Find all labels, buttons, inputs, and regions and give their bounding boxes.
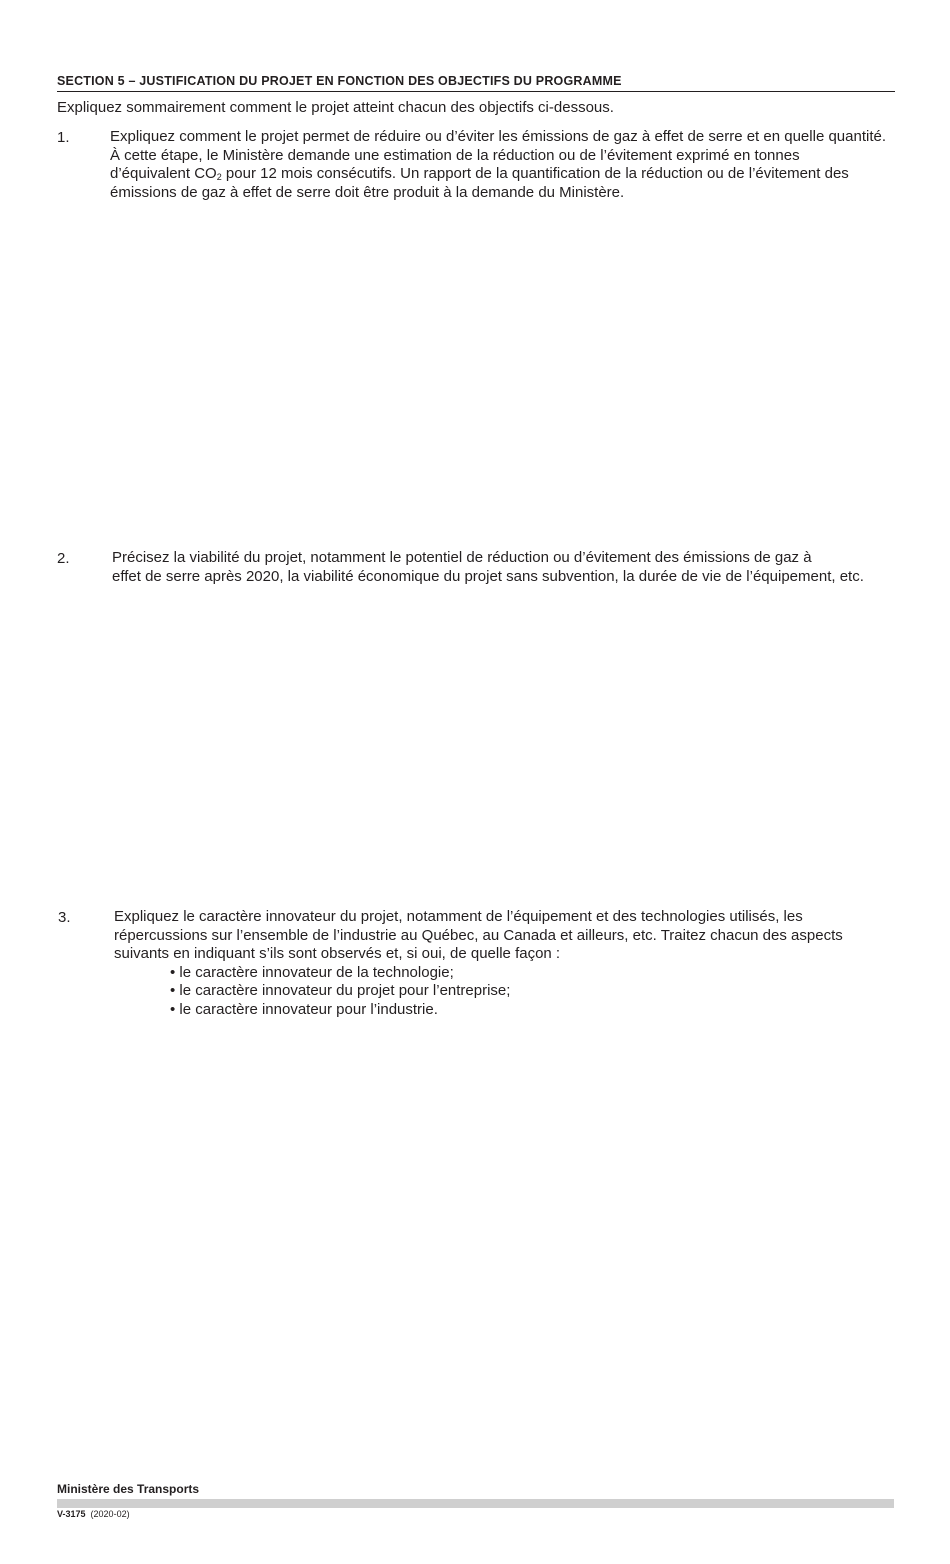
question-3-bullet-2: • le caractère innovateur du projet pour l’entreprise; — [170, 982, 511, 1000]
question-1-line-2: À cette étape, le Ministère demande une estimation de la réduction ou de l’évitement exprimé en tonnes — [110, 146, 800, 164]
question-1-line-3 — [110, 165, 886, 184]
question-2-line-2: effet de serre après 2020, la viabilité économique du projet sans subvention, la durée de vie de l’équipement, etc. — [112, 567, 864, 585]
footer-form-code — [57, 1509, 130, 1519]
question-3-answer-area[interactable] — [57, 1025, 895, 1465]
question-2-answer-area[interactable] — [57, 592, 895, 902]
question-3-line-3: suivants en indiquant s’ils sont observés et, si oui, de quelle façon : — [114, 945, 561, 963]
question-1-text — [110, 128, 886, 202]
question-1-number: 1. — [57, 129, 70, 146]
form-date: (2020-02) — [90, 1509, 130, 1519]
question-3-bullet-3: • le caractère innovateur pour l’industrie. — [170, 1000, 438, 1018]
co2-subscript: 2 — [216, 172, 222, 183]
footer-ministry: Ministère des Transports — [57, 1482, 200, 1496]
footer-bar — [57, 1499, 894, 1508]
question-1-line-3b: pour 12 mois consécutifs. Un rapport de la quantification de la réduction ou de l’évitement des — [221, 165, 849, 183]
question-2-number: 2. — [57, 550, 70, 567]
question-1-line-1: Expliquez comment le projet permet de réduire ou d’éviter les émissions de gaz à effet de serre et en quelle quantité. — [110, 128, 886, 145]
question-3-line-2: répercussions sur l’ensemble de l’industrie au Québec, au Canada et ailleurs, etc. Traitez chacun des aspects — [114, 926, 843, 944]
question-2-text — [112, 549, 864, 586]
question-1-answer-area[interactable] — [57, 208, 895, 538]
question-1-line-4: émissions de gaz à effet de serre doit être produit à la demande du Ministère. — [110, 183, 625, 201]
form-code: V-3175 — [57, 1509, 86, 1519]
question-3-text — [114, 908, 843, 1020]
question-3-line-1: Expliquez le caractère innovateur du projet, notamment de l’équipement et des technologies utilisés, les — [114, 908, 803, 925]
question-2-line-1: Précisez la viabilité du projet, notamment le potentiel de réduction ou d’évitement des émissions de gaz à — [112, 549, 812, 566]
section-intro: Expliquez sommairement comment le projet atteint chacun des objectifs ci-dessous. — [57, 99, 614, 116]
section-title: SECTION 5 – JUSTIFICATION DU PROJET EN FONCTION DES OBJECTIFS DU PROGRAMME — [57, 74, 895, 92]
question-3-number: 3. — [58, 909, 71, 926]
question-1-line-3a: d’équivalent CO — [110, 165, 217, 183]
question-3-bullet-1: • le caractère innovateur de la technologie; — [170, 963, 454, 981]
